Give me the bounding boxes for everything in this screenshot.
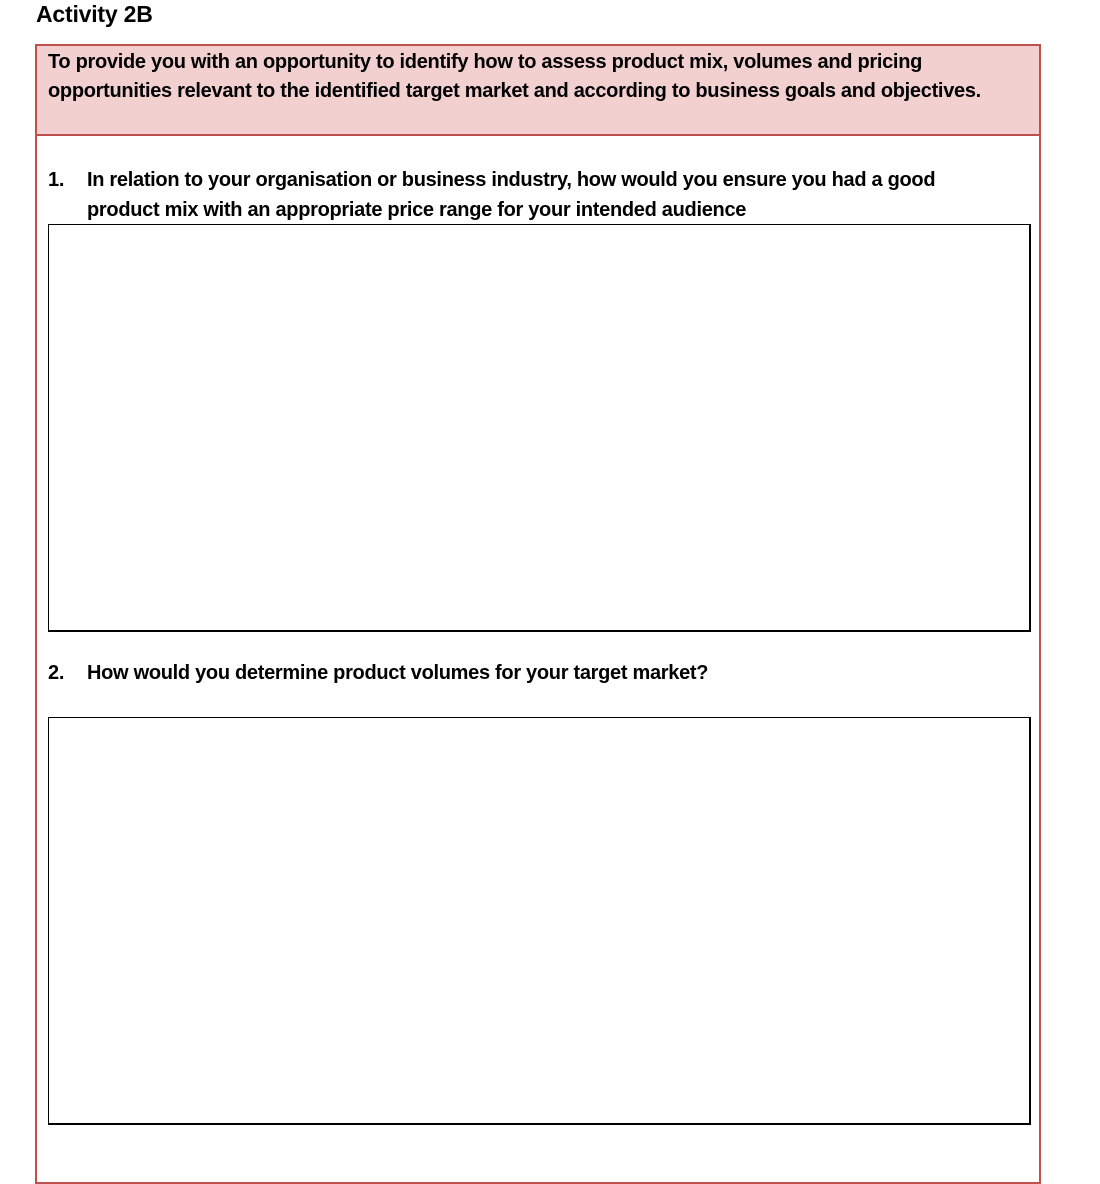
answer-box-2[interactable] (48, 717, 1031, 1125)
question-1-text: In relation to your organisation or business industry, how would you ensure you had a good product mix with an appropriate price range for your intended audience (87, 169, 936, 221)
question-1-number: 1. (48, 169, 65, 191)
question-2-text: How would you determine product volumes for your target market? (87, 662, 709, 684)
answer-box-1[interactable] (48, 224, 1031, 632)
activity-frame (35, 44, 1041, 1184)
activity-title: Activity 2B (36, 1, 153, 27)
question-2 (48, 658, 1007, 688)
question-1 (48, 165, 1007, 225)
activity-purpose: To provide you with an opportunity to identify how to assess product mix, volumes and pricing opportunities relevant to the identified target market and according to business goals and objectives. (37, 46, 1039, 136)
question-2-number: 2. (48, 662, 65, 684)
